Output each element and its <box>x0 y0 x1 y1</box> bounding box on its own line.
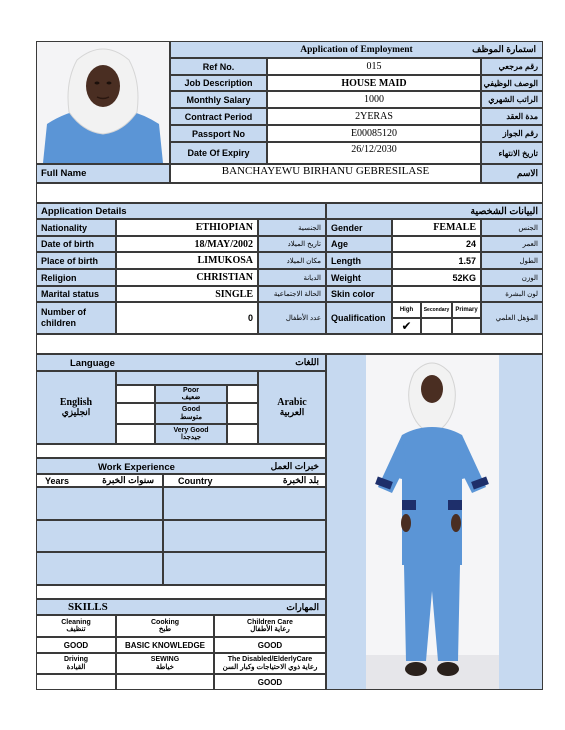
info-label-expiry-ar: تاريخ الانتهاء <box>481 142 543 164</box>
skill-childcare-en: Children Care <box>247 618 293 626</box>
language-header <box>36 354 326 371</box>
detail-value-age: 24 <box>392 236 481 252</box>
experience-row-1-country <box>163 487 326 520</box>
country-column-header <box>163 474 326 487</box>
qualification-level-primary: Primary <box>452 302 481 318</box>
info-value-expiry: 26/12/2030 <box>267 142 481 164</box>
skill-cooking-en: Cooking <box>151 618 179 626</box>
skill-driving-value <box>36 674 116 690</box>
detail-label-gender: Gender <box>326 219 392 236</box>
portrait-photo <box>36 41 170 164</box>
language-arabic-poor <box>227 385 258 403</box>
years-label: Years <box>45 476 70 486</box>
application-details-title-ar: البيانات الشخصية <box>326 203 543 219</box>
skill-cleaning-en: Cleaning <box>61 618 91 626</box>
language-english-cell <box>36 371 116 444</box>
info-value-passport: E00085120 <box>267 125 481 142</box>
detail-label-age: Age <box>326 236 392 252</box>
skills-title-ar: المهارات <box>286 602 319 612</box>
detail-label-age-ar: العمر <box>481 236 543 252</box>
detail-label-marital-ar: الحالة الاجتماعية <box>258 286 326 302</box>
skill-childcare-ar: رعاية الأطفال <box>250 626 290 633</box>
spacer-row-2 <box>36 334 543 354</box>
detail-value-skin <box>392 286 481 302</box>
info-label-salary: Monthly Salary <box>170 91 267 108</box>
skill-elderly-ar: رعاية ذوي الاحتياجات وكبار السن <box>222 663 318 671</box>
detail-label-length: Length <box>326 252 392 269</box>
skill-cooking-ar: طبخ <box>158 626 172 633</box>
skill-elderly-value: GOOD <box>214 674 326 690</box>
language-level-verygood <box>155 424 227 444</box>
skill-elderly-label <box>214 653 326 674</box>
info-label-expiry: Date Of Expiry <box>170 142 267 164</box>
country-label-ar: بلد الخبرة <box>282 475 319 485</box>
info-label-contract-ar: مدة العقد <box>481 108 543 125</box>
info-label-salary-ar: الراتب الشهري <box>481 91 543 108</box>
detail-label-nationality-ar: الجنسية <box>258 219 326 236</box>
detail-value-dob: 18/MAY/2002 <box>116 236 258 252</box>
info-label-ref: Ref No. <box>170 58 267 75</box>
language-arabic: Arabic <box>277 396 307 408</box>
full-body-photo <box>366 355 499 689</box>
skill-driving-label <box>36 653 116 674</box>
detail-label-weight-ar: الوزن <box>481 269 543 286</box>
experience-row-3-years <box>36 552 163 585</box>
detail-value-weight: 52KG <box>392 269 481 286</box>
qualification-check-high: ✔ <box>392 318 421 334</box>
info-label-passport: Passport No <box>170 125 267 142</box>
language-arabic-good <box>227 403 258 424</box>
detail-label-skin-ar: لون البشرة <box>481 286 543 302</box>
language-title: Language <box>70 358 115 369</box>
detail-label-weight: Weight <box>326 269 392 286</box>
detail-label-gender-ar: الجنس <box>481 219 543 236</box>
detail-label-dob-ar: تاريخ الميلاد <box>258 236 326 252</box>
work-experience-title: Work Experience <box>98 462 175 473</box>
detail-value-religion: CHRISTIAN <box>116 269 258 286</box>
detail-label-children-ar: عدد الأطفال <box>258 302 326 334</box>
detail-value-marital: SINGLE <box>116 286 258 302</box>
work-experience-title-ar: خبرات العمل <box>270 461 319 471</box>
country-label: Country <box>178 476 213 486</box>
language-arabic-cell <box>258 371 326 444</box>
full-name-label: Full Name <box>36 164 170 183</box>
detail-label-children: Number of children <box>36 302 116 334</box>
skill-cleaning-value: GOOD <box>36 637 116 653</box>
spacer-row-3 <box>36 444 326 458</box>
detail-label-length-ar: الطول <box>481 252 543 269</box>
level-verygood-en: Very Good <box>173 426 209 434</box>
detail-label-pob-ar: مكان الميلاد <box>258 252 326 269</box>
language-arabic-ar: العربية <box>279 407 305 418</box>
info-value-salary: 1000 <box>267 91 481 108</box>
info-value-ref: 015 <box>267 58 481 75</box>
language-english: English <box>59 396 93 408</box>
form-title-ar: استمارة الموظف <box>472 44 536 54</box>
qualification-check-primary <box>452 318 481 334</box>
application-details-title: Application Details <box>36 203 326 219</box>
detail-value-nationality: ETHIOPIAN <box>116 219 258 236</box>
spacer-row <box>36 183 543 203</box>
skill-cooking-value: BASIC KNOWLEDGE <box>116 637 214 653</box>
level-good-ar: متوسط <box>180 413 202 421</box>
detail-label-religion-ar: الديانة <box>258 269 326 286</box>
qualification-check-secondary <box>421 318 452 334</box>
info-value-job: HOUSE MAID <box>267 75 481 91</box>
detail-label-nationality: Nationality <box>36 219 116 236</box>
work-experience-header <box>36 458 326 474</box>
skill-sewing-ar: خياطة <box>156 663 174 671</box>
skill-sewing-en: SEWING <box>150 656 180 664</box>
level-poor-en: Poor <box>183 386 199 394</box>
detail-value-gender: FEMALE <box>392 219 481 236</box>
qualification-level-high: High <box>392 302 421 318</box>
level-good-en: Good <box>181 406 201 414</box>
language-top-band <box>116 371 258 385</box>
full-name-label-ar: الاسم <box>481 164 543 183</box>
info-label-contract: Contract Period <box>170 108 267 125</box>
detail-label-skin: Skin color <box>326 286 392 302</box>
detail-value-children: 0 <box>116 302 258 334</box>
skills-header <box>36 599 326 615</box>
detail-value-pob: LIMUKOSA <box>116 252 258 269</box>
full-name-value: BANCHAYEWU BIRHANU GEBRESILASE <box>170 164 481 183</box>
years-column-header <box>36 474 163 487</box>
full-body-photo-panel <box>326 354 543 690</box>
language-arabic-verygood <box>227 424 258 444</box>
language-level-good <box>155 403 227 424</box>
qualification-label: Qualification <box>326 302 392 334</box>
skill-cooking-label <box>116 615 214 637</box>
qualification-level-secondary: Secondary <box>421 302 452 318</box>
skill-driving-en: Driving <box>63 656 89 664</box>
detail-label-marital: Marital status <box>36 286 116 302</box>
skill-elderly-en: The Disabled/ElderlyCare <box>227 656 313 664</box>
skill-sewing-value <box>116 674 214 690</box>
detail-label-pob: Place of birth <box>36 252 116 269</box>
info-label-passport-ar: رقم الجواز <box>481 125 543 142</box>
language-english-ar: انجليزي <box>61 407 91 418</box>
skill-driving-ar: القيادة <box>66 663 86 671</box>
skill-cleaning-label <box>36 615 116 637</box>
form-title-row <box>170 41 543 58</box>
experience-row-2-years <box>36 520 163 552</box>
level-verygood-ar: جيدجدا <box>180 434 202 441</box>
portrait-illustration <box>37 42 169 163</box>
language-english-verygood <box>116 424 155 444</box>
detail-label-religion: Religion <box>36 269 116 286</box>
skill-childcare-value: GOOD <box>214 637 326 653</box>
years-label-ar: سنوات الخبرة <box>102 475 154 485</box>
skill-sewing-label <box>116 653 214 674</box>
experience-row-3-country <box>163 552 326 585</box>
spacer-row-4 <box>36 585 326 599</box>
skill-childcare-label <box>214 615 326 637</box>
info-label-job: Job Description <box>170 75 267 91</box>
skills-title: SKILLS <box>68 601 108 613</box>
qualification-label-ar: المؤهل العلمي <box>481 302 543 334</box>
language-english-poor <box>116 385 155 403</box>
detail-value-length: 1.57 <box>392 252 481 269</box>
info-value-contract: 2YERAS <box>267 108 481 125</box>
language-title-ar: اللغات <box>295 357 319 367</box>
experience-row-1-years <box>36 487 163 520</box>
level-poor-ar: ضعيف <box>181 394 201 401</box>
info-label-ref-ar: رقم مرجعي <box>481 58 543 75</box>
skill-cleaning-ar: تنظيف <box>66 626 86 633</box>
language-level-poor <box>155 385 227 403</box>
experience-row-2-country <box>163 520 326 552</box>
form-title-en: Application of Employment <box>300 44 413 55</box>
detail-label-dob: Date of birth <box>36 236 116 252</box>
language-english-good <box>116 403 155 424</box>
info-label-job-ar: الوصف الوظيفي <box>481 75 543 91</box>
